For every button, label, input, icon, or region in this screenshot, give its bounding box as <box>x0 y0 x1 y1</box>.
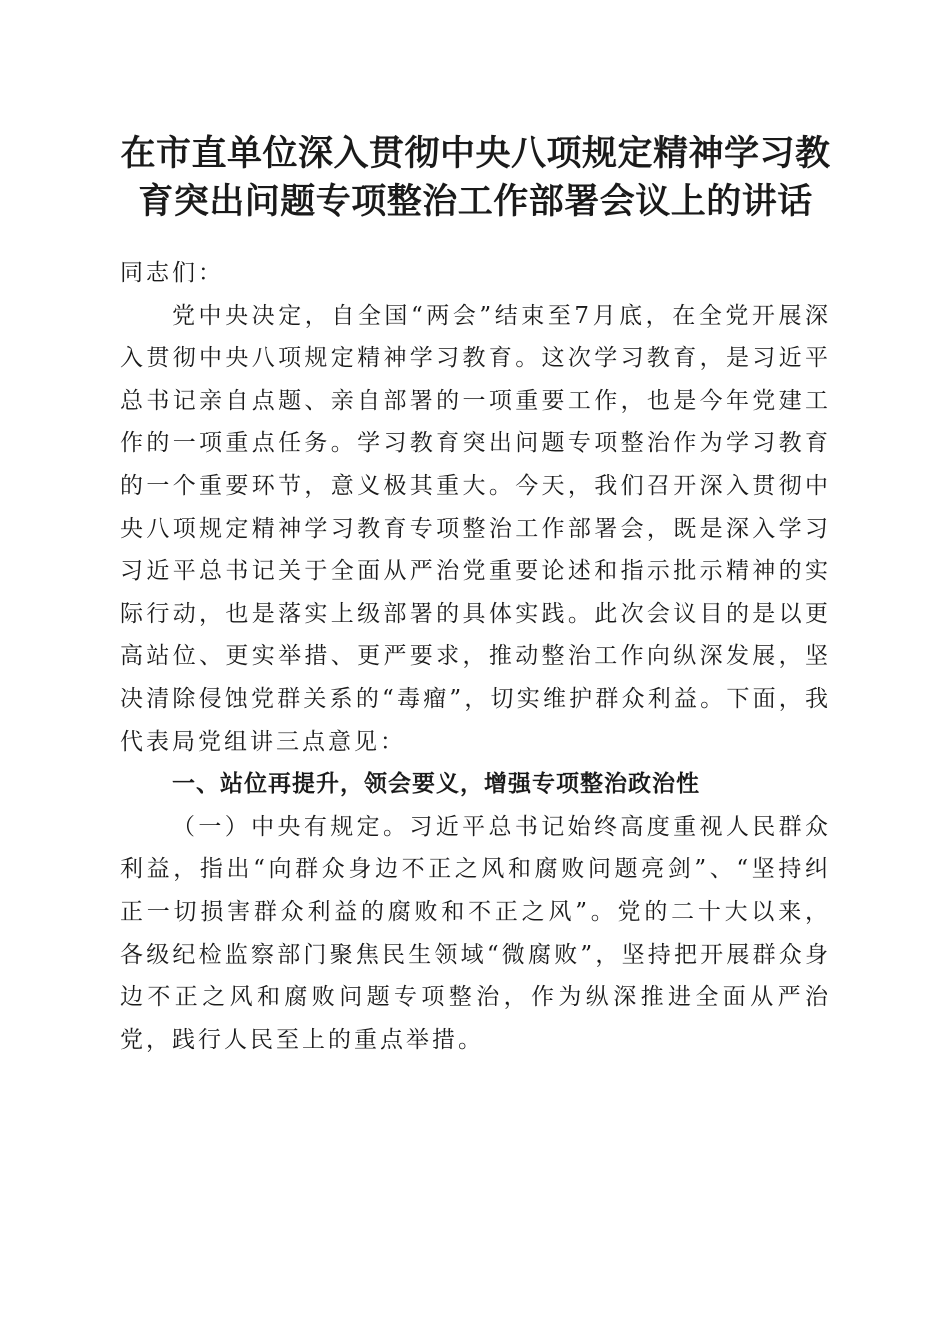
subsection-1-lead: （一）中央有规定。 <box>172 813 410 840</box>
document-title <box>120 130 831 226</box>
subsection-1-text: 习近平总书记始终高度重视人民群众利益，指出“向群众身边不正之风和腐败问题亮剑”、“坚持纠正一切损害群众利益的腐败和不正之风”。党的二十大以来，各级纪检监察部门聚焦民生领域“微腐败”，坚持把开展群众身边不正之风和腐败问题专项整治，作为纵深推进全面从严治党，践行人民至上的重点举措。 <box>120 813 831 1053</box>
document-body <box>120 252 831 1061</box>
subsection-1 <box>120 806 831 1062</box>
paragraph-intro: 党中央决定，自全国“两会”结束至7月底，在全党开展深入贯彻中央八项规定精神学习教育。这次学习教育，是习近平总书记亲自点题、亲自部署的一项重要工作，也是今年党建工作的一项重点任务。学习教育突出问题专项整治作为学习教育的一个重要环节，意义极其重大。今天，我们召开深入贯彻中央八项规定精神学习教育专项整治工作部署会，既是深入学习习近平总书记关于全面从严治党重要论述和指示批示精神的实际行动，也是落实上级部署的具体实践。此次会议目的是以更高站位、更实举措、更严要求，推动整治工作向纵深发展，坚决清除侵蚀党群关系的“毒瘤”，切实维护群众利益。下面，我代表局党组讲三点意见： <box>120 302 831 755</box>
salutation: 同志们： <box>120 260 224 286</box>
title-line-1: 在市直单位深入贯彻中央八项规定精神学习教 <box>120 133 831 174</box>
section-heading-1: 一、站位再提升，领会要义，增强专项整治政治性 <box>172 771 700 798</box>
title-line-2: 育突出问题专项整治工作部署会议上的讲话 <box>138 181 813 222</box>
